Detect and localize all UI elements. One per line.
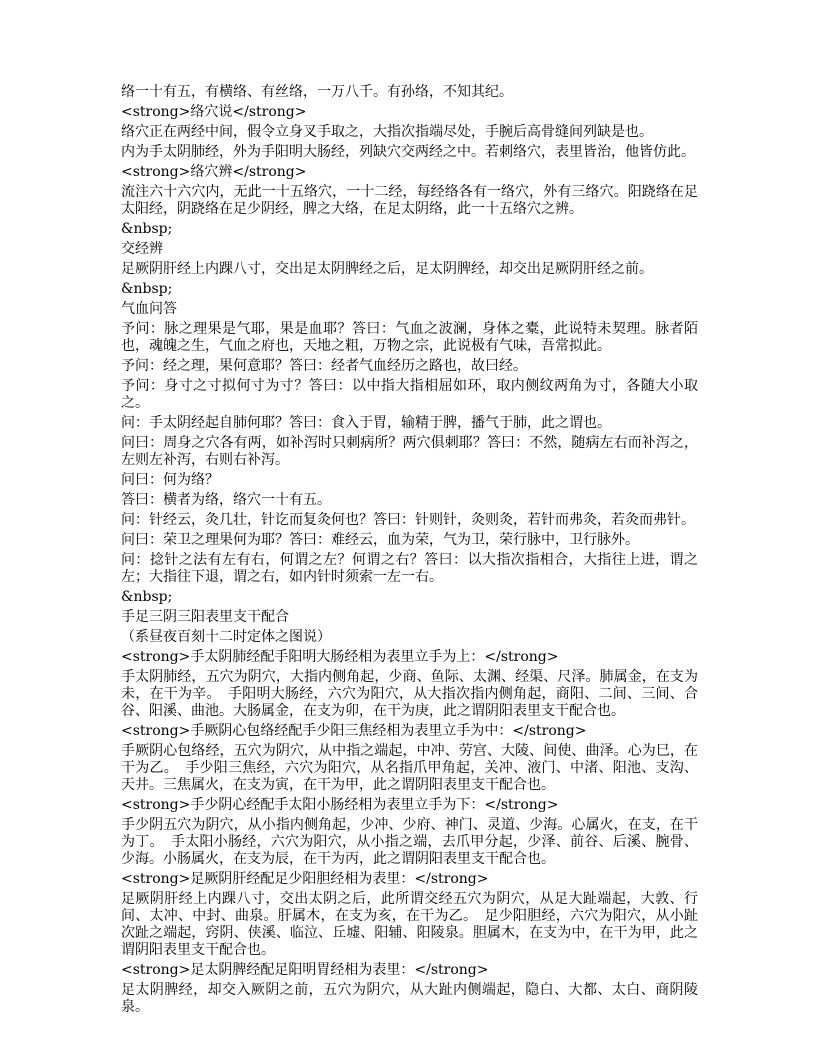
paragraph: 络穴正在两经中间，假令立身叉手取之，大指次指端尽处，手腕后高骨缝间列缺是也。 bbox=[121, 124, 653, 140]
paragraph: 问曰：何为络？ bbox=[121, 472, 219, 488]
paragraph: 流注六十六穴内，无此一十五络穴，一十二经，每经络各有一络穴，外有三络穴。阳跷络在足太阳经，阴跷络在足少阴经，脾之大络，在足太阴络，此一十五络穴之辨。 bbox=[121, 184, 698, 217]
paragraph: <strong>手少阴心经配手太阳小肠经相为表里立手为下：</strong> bbox=[121, 797, 559, 813]
paragraph: &nbsp; bbox=[121, 589, 173, 605]
paragraph: 予问：脉之理果是气耶，果是血耶？答曰：气血之波澜，身体之橐，此说特未契理。脉者陌也，魂魄之生，气血之府也，天地之粗，万物之宗，此说极有气味，吾常拟此。 bbox=[121, 321, 698, 354]
paragraph: <strong>手厥阴心包络经配手少阳三焦经相为表里立手为中：</strong> bbox=[121, 723, 587, 739]
paragraph: 手少阴五穴为阴穴，从小指内侧角起，少冲、少府、神门、灵道、少海。心属火，在支，在干为丁。 手太阳小肠经，六穴为阳穴，从小指之端，去爪甲分起，少泽、前谷、后溪、腕骨、少海。小肠属火，在支为辰，在干为丙，此之谓阴阳表里支干配合也。 bbox=[121, 817, 698, 867]
paragraph: 内为手太阴肺经，外为手阳明大肠经，列缺穴交两经之中。若刺络穴，表里皆治，他皆仿此。 bbox=[121, 144, 695, 160]
paragraph: 问曰：周身之穴各有两，如补泻时只刺病所？两穴俱刺耶？答曰：不然，随病左右而补泻之，左则左补泻，右则右补泻。 bbox=[121, 435, 698, 468]
paragraph: &nbsp; bbox=[121, 221, 173, 237]
paragraph: 手太阴肺经，五穴为阴穴，大指内侧角起，少商、鱼际、太渊、经渠、尺泽。肺属金，在支为未，在干为辛。 手阳明大肠经，六穴为阳穴，从大指次指内侧角起，商阳、二间、三间、合谷、阳溪、曲池。大肠属金，在支为卯，在干为庚，此之谓阴阳表里支干配合也。 bbox=[121, 669, 698, 719]
paragraph: 答曰：横者为络，络穴一十有五。 bbox=[121, 492, 331, 508]
paragraph: （系昼夜百刻十二时定体之图说） bbox=[121, 629, 331, 645]
paragraph: <strong>足太阴脾经配足阳明胃经相为表里：</strong> bbox=[121, 962, 489, 978]
paragraph: 足厥阴肝经上内踝八寸，交出足太阴脾经之后，足太阴脾经，却交出足厥阴肝经之前。 bbox=[121, 261, 653, 277]
paragraph: 予问：身寸之寸拟何寸为寸？答曰：以中指大指相屈如环，取内侧纹两角为寸，各随大小取之。 bbox=[121, 378, 698, 411]
paragraph: 问：捻针之法有左有右，何谓之左？何谓之右？答曰：以大指次指相合，大指往上进，谓之左；大指往下退，谓之右，如内针时须索一左一右。 bbox=[121, 552, 698, 585]
paragraph: 足厥阴肝经上内踝八寸，交出太阴之后，此所谓交经五穴为阴穴，从足大趾端起，大敦、行间、太冲、中封、曲泉。肝属木，在支为亥，在干为乙。 足少阳胆经，六穴为阳穴，从小趾次趾之端起，窍阴、侠溪、临泣、丘墟、阳辅、阳陵泉。胆属木，在支为中，在干为甲，此之谓阴阳表里支干配合也。 bbox=[121, 891, 698, 958]
paragraph: 予问：经之理，果何意耶？答曰：经者气血经历之路也，故曰经。 bbox=[121, 358, 527, 374]
paragraph: 络一十有五，有横络、有丝络，一万八千。有孙络，不知其纪。 bbox=[121, 84, 513, 100]
paragraph: 问：手太阴经起自肺何耶？答曰：食入于胃，输精于脾，播气于肺，此之谓也。 bbox=[121, 415, 611, 431]
paragraph: <strong>足厥阴肝经配足少阳胆经相为表里：</strong> bbox=[121, 871, 489, 887]
paragraph: 问曰：荣卫之理果何为耶？答曰：难经云，血为荣，气为卫，荣行脉中，卫行脉外。 bbox=[121, 532, 639, 548]
paragraph: 交经辨 bbox=[121, 241, 163, 257]
paragraph: 足太阴脾经，却交入厥阴之前，五穴为阴穴，从大趾内侧端起，隐白、大都、太白、商阴陵泉。 bbox=[121, 982, 698, 1015]
paragraph: &nbsp; bbox=[121, 281, 173, 297]
paragraph: 问：针经云，灸几壮，针讫而复灸何也？答曰：针则针，灸则灸，若针而弗灸，若灸而弗针。 bbox=[121, 512, 695, 528]
paragraph: 手厥阴心包络经，五穴为阴穴，从中指之端起，中冲、劳宫、大陵、间使、曲泽。心为巳，在干为乙。 手少阳三焦经，六穴为阳穴，从名指爪甲角起，关冲、液门、中渚、阳池、支沟、天井。三焦属火，在支为寅，在干为甲，此之谓阴阳表里支干配合也。 bbox=[121, 743, 698, 793]
paragraph: <strong>手太阴肺经配手阳明大肠经相为表里立手为上：</strong> bbox=[121, 649, 559, 665]
paragraph: <strong>络穴说</strong> bbox=[121, 104, 307, 120]
paragraph: 手足三阴三阳表里支干配合 bbox=[121, 609, 289, 625]
paragraph: <strong>络穴辨</strong> bbox=[121, 164, 307, 180]
paragraph: 气血问答 bbox=[121, 301, 177, 317]
